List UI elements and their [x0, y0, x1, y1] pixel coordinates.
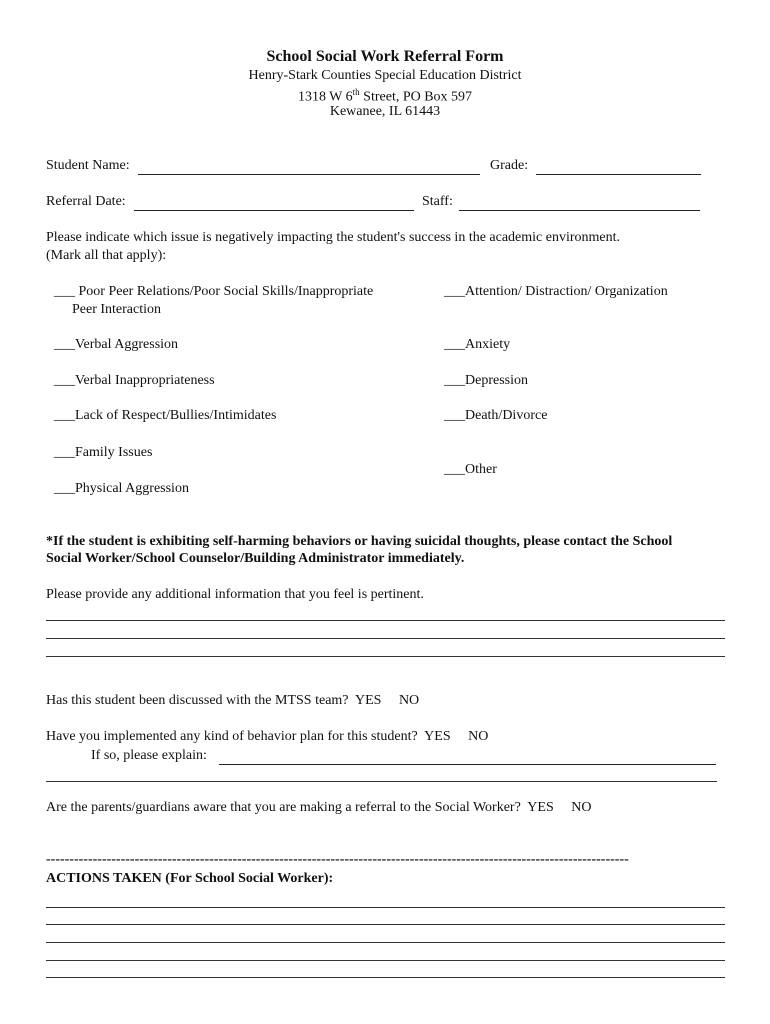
issues-prompt-note: (Mark all that apply): [46, 248, 167, 263]
staff-field[interactable] [459, 196, 700, 211]
actions-line[interactable] [46, 907, 725, 908]
option-anxiety[interactable]: ___Anxiety [444, 337, 511, 352]
explain-field[interactable] [219, 750, 716, 765]
actions-line[interactable] [46, 942, 725, 943]
actions-line[interactable] [46, 924, 725, 925]
option-attention[interactable]: ___Attention/ Distraction/ Organization [444, 284, 668, 299]
mtss-question: Has this student been discussed with the MTSS team? YES NO [46, 693, 420, 708]
additional-info-line[interactable] [46, 638, 725, 639]
org-name: Henry-Stark Counties Special Education District [248, 68, 522, 83]
actions-line[interactable] [46, 960, 725, 961]
option-other[interactable]: ___Other [444, 462, 497, 477]
city: Kewanee, IL 61443 [329, 104, 441, 119]
grade-field[interactable] [536, 160, 701, 175]
option-lack-of-respect[interactable]: ___Lack of Respect/Bullies/Intimidates [54, 408, 277, 423]
warning-line-1: *If the student is exhibiting self-harming behaviors or having suicidal thoughts, please contact the School [46, 534, 673, 549]
address: 1318 W 6th Street, PO Box 597 [297, 87, 473, 105]
grade-label: Grade: [490, 158, 529, 173]
additional-info-prompt: Please provide any additional information that you feel is pertinent. [46, 587, 424, 602]
student-name-label: Student Name: [46, 158, 130, 173]
option-verbal-aggression[interactable]: ___Verbal Aggression [54, 337, 179, 352]
referral-date-label: Referral Date: [46, 194, 126, 209]
option-peer-relations[interactable]: ___ Poor Peer Relations/Poor Social Skills/Inappropriate [54, 284, 374, 299]
additional-info-line[interactable] [46, 620, 725, 621]
actions-line[interactable] [46, 977, 725, 978]
form-title: School Social Work Referral Form [266, 48, 504, 65]
behavior-plan-question: Have you implemented any kind of behavior plan for this student? YES NO [46, 729, 489, 744]
section-divider: ----------------------------------------------------------------------------------------------------------------------------- [46, 852, 629, 867]
actions-taken-title: ACTIONS TAKEN (For School Social Worker): [46, 871, 334, 886]
option-physical-aggression[interactable]: ___Physical Aggression [54, 481, 189, 496]
option-family-issues[interactable]: ___Family Issues [54, 445, 153, 460]
explain-label: If so, please explain: [91, 748, 207, 763]
warning-line-2: Social Worker/School Counselor/Building Administrator immediately. [46, 551, 465, 566]
issues-prompt: Please indicate which issue is negatively impacting the student's success in the academic environment. [46, 230, 621, 245]
option-death-divorce[interactable]: ___Death/Divorce [444, 408, 548, 423]
parents-aware-question: Are the parents/guardians aware that you are making a referral to the Social Worker? YES NO [46, 800, 592, 815]
staff-label: Staff: [422, 194, 453, 209]
option-peer-relations-cont: Peer Interaction [72, 302, 162, 317]
referral-date-field[interactable] [134, 196, 414, 211]
option-depression[interactable]: ___Depression [444, 373, 528, 388]
student-name-field[interactable] [138, 160, 480, 175]
explain-line-2[interactable] [46, 781, 717, 782]
additional-info-line[interactable] [46, 656, 725, 657]
option-verbal-inappropriateness[interactable]: ___Verbal Inappropriateness [54, 373, 215, 388]
